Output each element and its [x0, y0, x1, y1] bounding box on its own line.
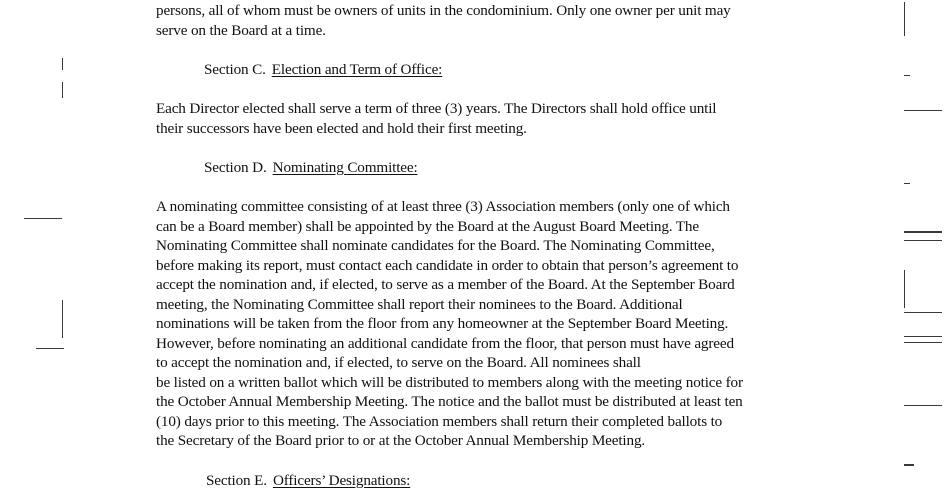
- section-e-heading: [206, 471, 410, 491]
- body-text-line: (10) days prior to this meeting. The Association members shall return their completed ballots to: [156, 412, 723, 430]
- body-text-line: Each Director elected shall serve a term of three (3) years. The Directors shall hold office until: [156, 100, 717, 117]
- scan-mark: [36, 348, 64, 349]
- scan-mark: [62, 58, 63, 70]
- section-label: Section E.: [206, 472, 267, 489]
- body-text-line: the Secretary of the Board prior to or at the October Annual Membership Meeting.: [156, 432, 646, 449]
- body-text-line: However, before nominating an additional candidate from the floor, that person must have agreed: [156, 334, 734, 352]
- scan-mark: [904, 464, 914, 466]
- section-title: Election and Term of Office:: [271, 61, 443, 78]
- scan-mark: [904, 240, 942, 241]
- body-text-line: before making its report, must contact each candidate in order to obtain that person’s agreement to: [156, 256, 739, 274]
- scan-mark: [904, 312, 942, 313]
- section-title: Officers’ Designations:: [272, 472, 411, 489]
- section-c-heading: [204, 60, 442, 80]
- body-text-line: nominations will be taken from the floor from any homeowner at the September Board Meeting.: [156, 315, 729, 332]
- body-text-line: meeting, the Nominating Committee shall report their nominees to the Board. Additional: [156, 295, 683, 313]
- scan-mark: [904, 342, 942, 343]
- body-text-line: to accept the nomination and, if elected, to serve on the Board. All nominees shall: [156, 354, 641, 371]
- scan-mark: [904, 405, 942, 406]
- scan-mark: [62, 300, 63, 338]
- scan-mark: [24, 218, 62, 219]
- scan-mark: [904, 231, 942, 233]
- scan-mark: [904, 110, 942, 111]
- scan-mark: [904, 270, 905, 308]
- body-text-line: accept the nomination and, if elected, to serve as a member of the Board. At the September Board: [156, 276, 735, 293]
- scan-mark: [904, 336, 942, 337]
- body-text-line: their successors have been elected and hold their first meeting.: [156, 120, 527, 137]
- scan-mark: [904, 2, 905, 36]
- body-text-line: can be a Board member) shall be appointed by the Board at the August Board Meeting. The: [156, 217, 699, 235]
- section-label: Section D.: [204, 159, 267, 176]
- section-title: Nominating Committee:: [272, 159, 418, 176]
- body-text-line: persons, all of whom must be owners of units in the condominium. Only one owner per unit may: [156, 2, 731, 19]
- section-d-heading: [204, 158, 418, 178]
- body-text-line: serve on the Board at a time.: [156, 22, 326, 39]
- scan-mark: [904, 75, 910, 76]
- scan-mark: [904, 183, 910, 184]
- scan-mark: [62, 82, 63, 98]
- section-label: Section C.: [204, 61, 266, 78]
- body-text-line: A nominating committee consisting of at least three (3) Association members (only one of which: [156, 198, 730, 215]
- body-text-line: the October Annual Membership Meeting. The notice and the ballot must be distributed at least ten: [156, 393, 743, 410]
- body-text-line: Nominating Committee shall nominate candidates for the Board. The Nominating Committee,: [156, 237, 715, 254]
- body-text-line: be listed on a written ballot which will be distributed to members along with the meeting notice for: [156, 373, 743, 391]
